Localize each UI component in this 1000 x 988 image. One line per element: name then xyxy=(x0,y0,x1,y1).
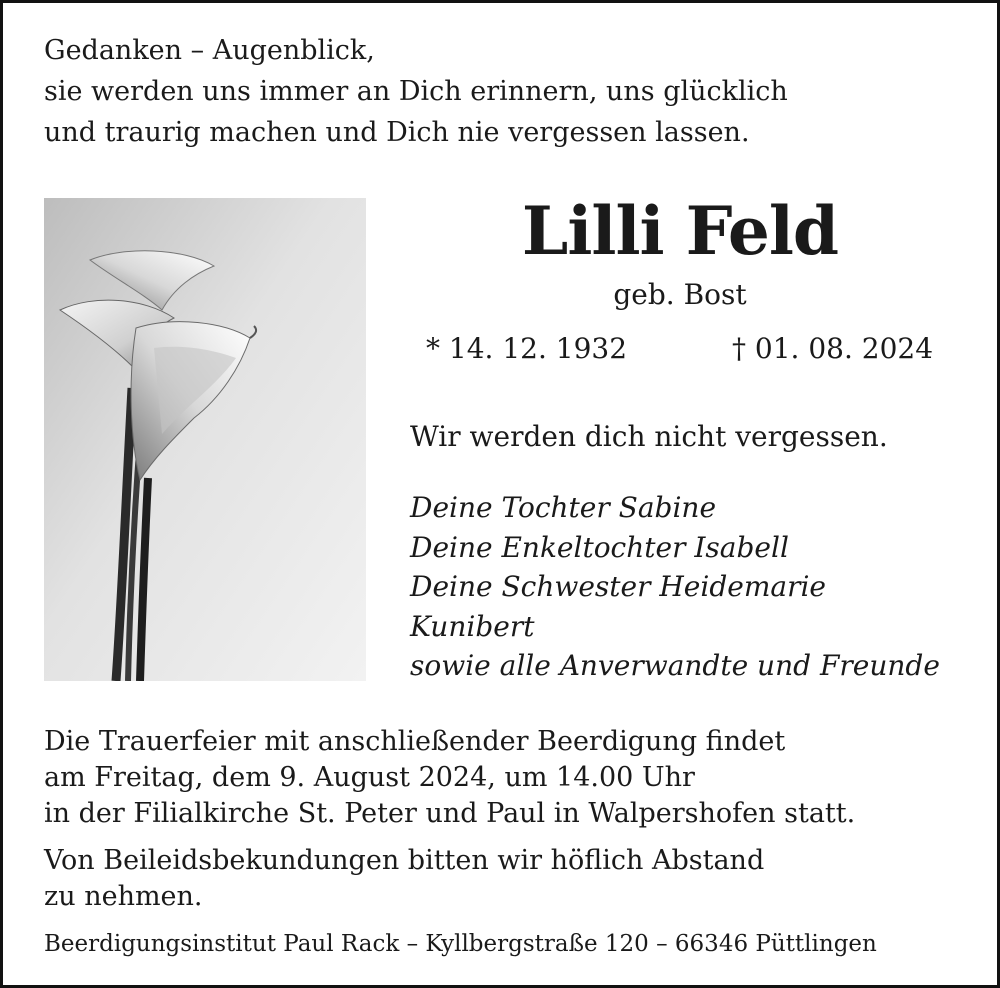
mourner: Deine Schwester Heidemarie xyxy=(410,570,826,603)
intro-poem xyxy=(44,30,944,153)
ceremony-line: am Freitag, dem 9. August 2024, um 14.00 Uhr xyxy=(44,762,695,793)
mourners-list xyxy=(410,488,990,686)
intro-line: sie werden uns immer an Dich erinnern, uns glücklich xyxy=(44,76,788,107)
ceremony-line: in der Filialkirche St. Peter und Paul in Walpershofen statt. xyxy=(44,798,856,829)
funeral-home-footer: Beerdigungsinstitut Paul Rack – Kyllbergstraße 120 – 66346 Püttlingen xyxy=(44,931,877,957)
birth-date: * 14. 12. 1932 xyxy=(426,332,628,365)
motto: Wir werden dich nicht vergessen. xyxy=(410,420,888,453)
ceremony-info xyxy=(44,724,974,832)
intro-line: und traurig machen und Dich nie vergessen lassen. xyxy=(44,117,750,148)
death-date: † 01. 08. 2024 xyxy=(732,332,934,365)
mourner: sowie alle Anverwandte und Freunde xyxy=(410,649,940,682)
mourner: Kunibert xyxy=(410,609,535,643)
condolence-line: zu nehmen. xyxy=(44,881,203,912)
mourner: Deine Tochter Sabine xyxy=(410,491,717,524)
birth-name: geb. Bost xyxy=(613,278,747,311)
condolence-note xyxy=(44,843,974,915)
condolence-line: Von Beileidsbekundungen bitten wir höflich Abstand xyxy=(44,845,765,876)
intro-line: Gedanken – Augenblick, xyxy=(44,35,375,66)
deceased-name: Lilli Feld xyxy=(521,192,839,270)
calla-lily-photo xyxy=(44,198,366,681)
ceremony-line: Die Trauerfeier mit anschließender Beerdigung findet xyxy=(44,726,786,757)
mourner: Deine Enkeltochter Isabell xyxy=(410,530,789,564)
